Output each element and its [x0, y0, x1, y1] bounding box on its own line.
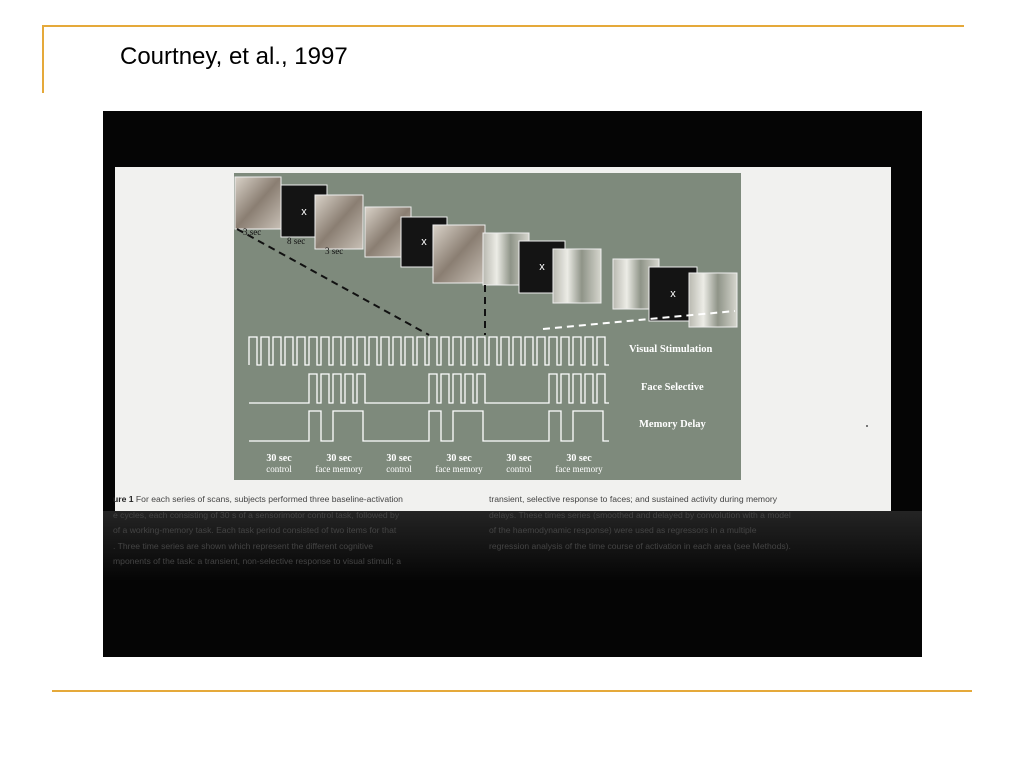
block-duration: 30 sec	[446, 453, 472, 464]
fixation-mark: x	[670, 288, 676, 300]
slide-title: Courtney, et al., 1997	[120, 43, 348, 70]
block-duration: 30 sec	[266, 453, 292, 464]
caption-line: regression analysis of the time course of activation in each area (see Methods).	[489, 540, 791, 551]
figure-caption-right	[489, 492, 877, 554]
top-rule	[42, 25, 964, 27]
caption-line: . Three time series are shown which represent the different cognitive	[113, 540, 374, 551]
fixation-mark: x	[539, 261, 545, 273]
caption-line: of the haemodynamic response) were used as regressors in a multiple	[489, 525, 757, 535]
block-duration: 30 sec	[326, 453, 352, 464]
block-condition: face memory	[435, 464, 483, 474]
scrambled-stimulus	[553, 249, 601, 303]
block-condition: control	[386, 464, 412, 474]
fixation-mark: x	[301, 206, 307, 218]
caption-line: of a working-memory task. Each task period consisted of two items for that	[113, 525, 397, 535]
block-condition: control	[266, 464, 292, 474]
figure-diagram	[103, 111, 922, 657]
fixation-mark: x	[421, 236, 427, 248]
timing-label: 3 sec	[325, 246, 344, 256]
block-condition: control	[506, 464, 532, 474]
caption-line: e cycles, each consisting of 30 s of a sensorimotor control task, followed by	[113, 509, 400, 520]
timing-label: 8 sec	[287, 236, 306, 246]
figure-caption-left	[113, 492, 475, 570]
bottom-rule	[52, 690, 972, 692]
face-stimulus	[235, 177, 281, 229]
face-stimulus	[315, 195, 363, 249]
row-label-face-selective: Face Selective	[641, 382, 704, 393]
caption-line: delays. These times series (smoothed and delayed by convolution with a model	[489, 509, 791, 520]
block-duration: 30 sec	[566, 453, 592, 464]
caption-text: For each series of scans, subjects performed three baseline-activation	[133, 494, 403, 504]
caption-line: transient, selective response to faces; and sustained activity during memory	[489, 494, 778, 504]
left-rule	[42, 25, 44, 93]
face-stimulus	[433, 225, 485, 283]
block-condition: face memory	[315, 464, 363, 474]
timing-label: 3 sec	[243, 227, 262, 237]
page-speck	[866, 425, 868, 427]
block-duration: 30 sec	[386, 453, 412, 464]
block-duration: 30 sec	[506, 453, 532, 464]
figure-photo	[103, 111, 922, 657]
caption-label: ure 1	[113, 494, 134, 504]
caption-line: mponents of the task: a transient, non-selective response to visual stimuli; a	[113, 556, 402, 566]
block-condition: face memory	[555, 464, 603, 474]
row-label-memory-delay: Memory Delay	[639, 419, 706, 430]
row-label-visual-stimulation: Visual Stimulation	[629, 344, 713, 355]
scrambled-stimulus	[689, 273, 737, 327]
caption-line	[113, 492, 475, 508]
